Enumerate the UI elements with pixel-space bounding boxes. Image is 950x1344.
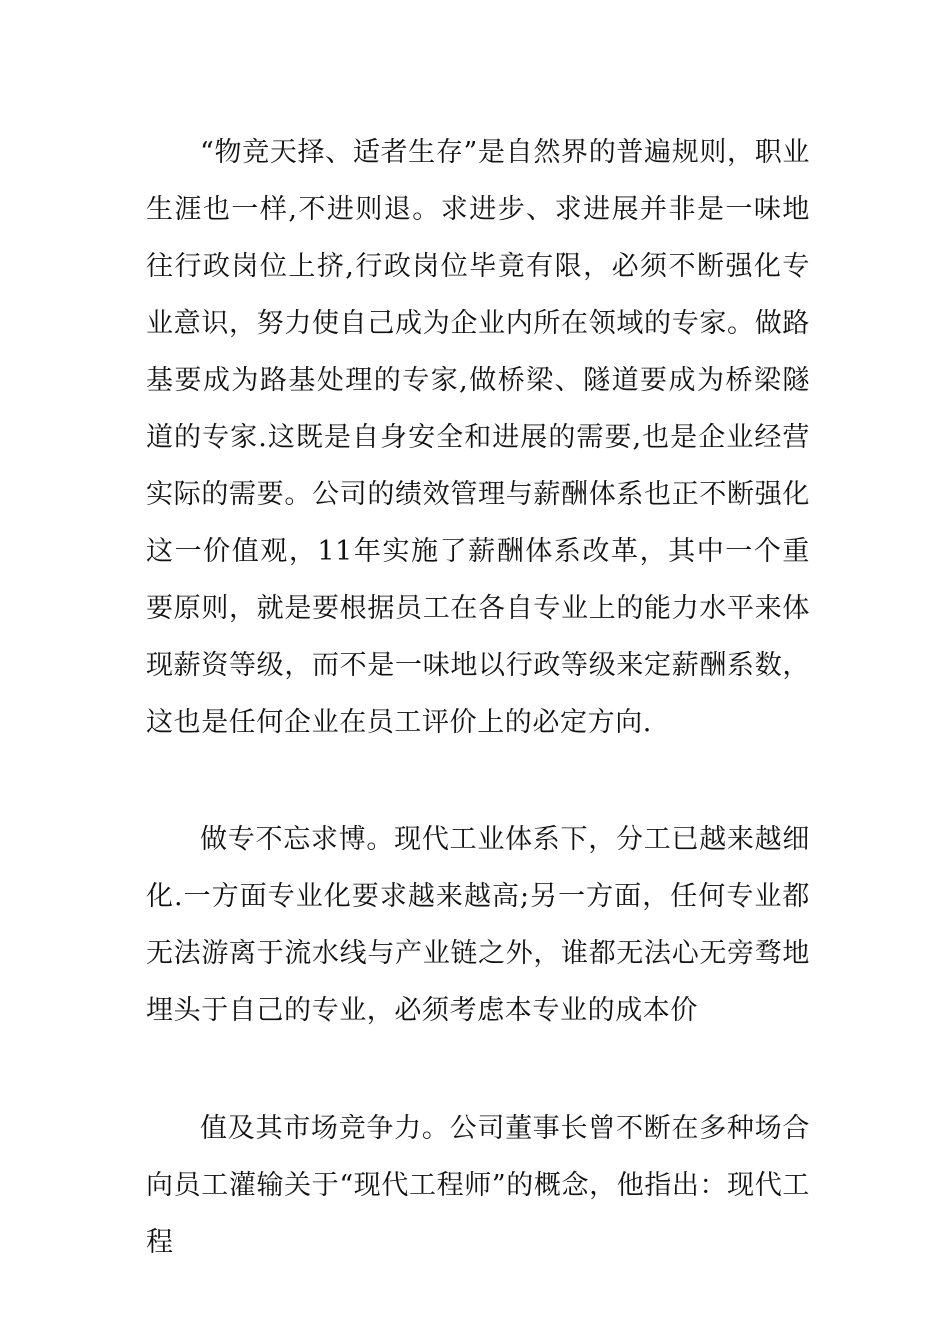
body-paragraph-broad-knowledge: 做专不忘求博。现代工业体系下，分工已越来越细化.一方面专业化要求越来越高;另一方面，任何专业都无法游离于流水线与产业链之外，谁都无法心无旁骛地埋头于自己的专业，必须考虑本专业的成本价 bbox=[146, 824, 810, 1026]
body-paragraph-modern-engineer: 值及其市场竞争力。公司董事长曾不断在多种场合向员工灌输关于“现代工程师”的概念，他指出：现代工程 bbox=[146, 1113, 810, 1258]
body-paragraph-career-specialization: “物竞天择、适者生存”是自然界的普遍规则，职业生涯也一样,不进则退。求进步、求进展并非是一味地往行政岗位上挤,行政岗位毕竟有限，必须不断强化专业意识，努力使自己成为企业内所在领域的专家。做路基要成为路基处理的专家,做桥梁、隧道要成为桥梁隧道的专家.这既是自身安全和进展的需要,也是企业经营实际的需要。公司的绩效管理与薪酬体系也正不断强化这一价值观，11年实施了薪酬体系改革，其中一个重要原则，就是要根据员工在各自专业上的能力水平来体现薪资等级，而不是一味地以行政等级来定薪酬系数，这也是任何企业在员工评价上的必定方向. bbox=[146, 137, 810, 738]
